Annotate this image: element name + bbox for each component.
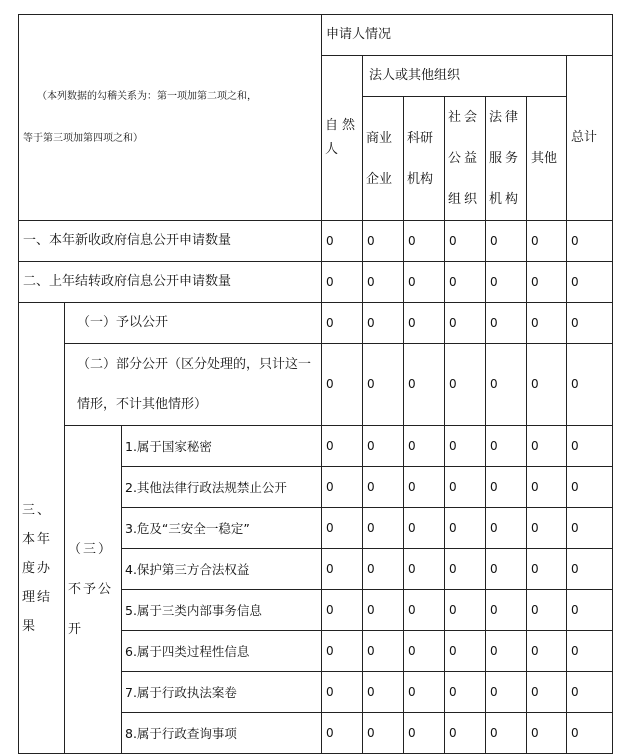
cell-value: 0 — [404, 590, 445, 631]
row-label: 4.保护第三方合法权益 — [122, 549, 322, 590]
legal-service-header — [486, 97, 527, 221]
applicant-situation-header: 申请人情况 — [322, 15, 613, 56]
cell-value: 0 — [322, 713, 363, 754]
commercial-enterprise-label: 商业企业 — [366, 130, 393, 187]
cell-value: 0 — [363, 303, 404, 344]
total-header: 总计 — [567, 56, 613, 221]
table-row-new-requests — [19, 221, 613, 262]
not-disclosed-label-cell — [65, 426, 122, 754]
research-institution-header — [404, 97, 445, 221]
cell-value: 0 — [322, 467, 363, 508]
row-label: 8.属于行政查询事项 — [122, 713, 322, 754]
cell-value: 0 — [527, 713, 567, 754]
cell-value: 0 — [445, 590, 486, 631]
cell-value: 0 — [486, 344, 527, 426]
cell-value: 0 — [527, 467, 567, 508]
cell-value: 0 — [404, 631, 445, 672]
cell-value: 0 — [445, 303, 486, 344]
social-welfare-label: 社会公益组织 — [448, 110, 481, 207]
cell-value: 0 — [486, 303, 527, 344]
cell-value: 0 — [527, 672, 567, 713]
table-row-partial — [19, 344, 613, 426]
cell-value: 0 — [363, 549, 404, 590]
cell-value: 0 — [404, 426, 445, 467]
cell-value: 0 — [404, 303, 445, 344]
cell-value: 0 — [404, 344, 445, 426]
cell-value: 0 — [486, 426, 527, 467]
cell-value: 0 — [404, 672, 445, 713]
cell-value: 0 — [567, 426, 613, 467]
cell-value: 0 — [567, 221, 613, 262]
cell-value: 0 — [486, 631, 527, 672]
cell-value: 0 — [486, 262, 527, 303]
table-row-sub-1 — [19, 426, 613, 467]
cell-value: 0 — [527, 426, 567, 467]
cell-value: 0 — [445, 631, 486, 672]
cell-value: 0 — [322, 221, 363, 262]
commercial-enterprise-header — [363, 97, 404, 221]
row-label: 2.其他法律行政法规禁止公开 — [122, 467, 322, 508]
cell-value: 0 — [404, 549, 445, 590]
cell-value: 0 — [486, 508, 527, 549]
cell-value: 0 — [486, 590, 527, 631]
research-institution-label: 科研机构 — [407, 130, 434, 187]
cell-value: 0 — [404, 467, 445, 508]
cell-value: 0 — [486, 221, 527, 262]
cell-value: 0 — [322, 672, 363, 713]
cell-value: 0 — [567, 344, 613, 426]
cell-value: 0 — [445, 344, 486, 426]
social-welfare-header — [445, 97, 486, 221]
header-note-line1: （本列数据的勾稽关系为：第一项加第二项之和， — [37, 90, 257, 102]
row-label: 6.属于四类过程性信息 — [122, 631, 322, 672]
section3-label: 三、本年度办理结果 — [22, 502, 53, 634]
table-row-carried-over — [19, 262, 613, 303]
row-label: 7.属于行政执法案卷 — [122, 672, 322, 713]
cell-value: 0 — [363, 262, 404, 303]
cell-value: 0 — [322, 590, 363, 631]
cell-value: 0 — [527, 303, 567, 344]
row-label: 3.危及“三安全一稳定” — [122, 508, 322, 549]
cell-value: 0 — [567, 508, 613, 549]
cell-value: 0 — [445, 672, 486, 713]
row-label: 二、上年结转政府信息公开申请数量 — [19, 262, 322, 303]
cell-value: 0 — [404, 713, 445, 754]
cell-value: 0 — [567, 713, 613, 754]
cell-value: 0 — [322, 344, 363, 426]
header-row-1 — [19, 15, 613, 56]
cell-value: 0 — [527, 221, 567, 262]
cell-value: 0 — [322, 262, 363, 303]
cell-value: 0 — [445, 426, 486, 467]
cell-value: 0 — [404, 508, 445, 549]
cell-value: 0 — [445, 262, 486, 303]
cell-value: 0 — [567, 549, 613, 590]
other-header: 其他 — [527, 97, 567, 221]
row-label: （二）部分公开（区分处理的，只计这一情形，不计其他情形） — [77, 356, 312, 412]
natural-person-label: 自然人 — [325, 118, 360, 157]
row-label: 1.属于国家秘密 — [122, 426, 322, 467]
cell-value: 0 — [363, 221, 404, 262]
cell-value: 0 — [567, 672, 613, 713]
section3-label-cell — [19, 303, 65, 754]
cell-value: 0 — [567, 262, 613, 303]
cell-value: 0 — [486, 672, 527, 713]
cell-value: 0 — [363, 344, 404, 426]
cell-value: 0 — [363, 713, 404, 754]
cell-value: 0 — [527, 590, 567, 631]
cell-value: 0 — [404, 262, 445, 303]
cell-value: 0 — [527, 508, 567, 549]
cell-value: 0 — [363, 426, 404, 467]
cell-value: 0 — [322, 508, 363, 549]
cell-value: 0 — [567, 631, 613, 672]
cell-value: 0 — [322, 549, 363, 590]
row-label: 一、本年新收政府信息公开申请数量 — [19, 221, 322, 262]
row-label: 5.属于三类内部事务信息 — [122, 590, 322, 631]
cell-value: 0 — [322, 426, 363, 467]
info-disclosure-table — [18, 14, 613, 754]
header-note-cell — [19, 15, 322, 221]
cell-value: 0 — [567, 590, 613, 631]
cell-value: 0 — [363, 672, 404, 713]
cell-value: 0 — [363, 631, 404, 672]
cell-value: 0 — [322, 631, 363, 672]
cell-value: 0 — [486, 549, 527, 590]
cell-value: 0 — [486, 713, 527, 754]
cell-value: 0 — [445, 549, 486, 590]
cell-value: 0 — [363, 467, 404, 508]
cell-value: 0 — [567, 467, 613, 508]
header-note-line2: 等于第三项加第四项之和） — [23, 132, 143, 144]
cell-value: 0 — [363, 508, 404, 549]
legal-service-label: 法律服务机构 — [489, 110, 522, 207]
row-label: （一）予以公开 — [65, 303, 322, 344]
cell-value: 0 — [445, 467, 486, 508]
cell-value: 0 — [445, 221, 486, 262]
cell-value: 0 — [527, 344, 567, 426]
legal-person-group-header: 法人或其他组织 — [363, 56, 567, 97]
not-disclosed-label: （三）不予公开 — [68, 541, 114, 637]
cell-value: 0 — [404, 221, 445, 262]
cell-value: 0 — [322, 303, 363, 344]
natural-person-header — [322, 56, 363, 221]
cell-value: 0 — [567, 303, 613, 344]
cell-value: 0 — [527, 262, 567, 303]
cell-value: 0 — [363, 590, 404, 631]
row-label-cell — [65, 344, 322, 426]
cell-value: 0 — [527, 631, 567, 672]
cell-value: 0 — [445, 713, 486, 754]
cell-value: 0 — [445, 508, 486, 549]
cell-value: 0 — [527, 549, 567, 590]
cell-value: 0 — [486, 467, 527, 508]
table-row-disclosed — [19, 303, 613, 344]
